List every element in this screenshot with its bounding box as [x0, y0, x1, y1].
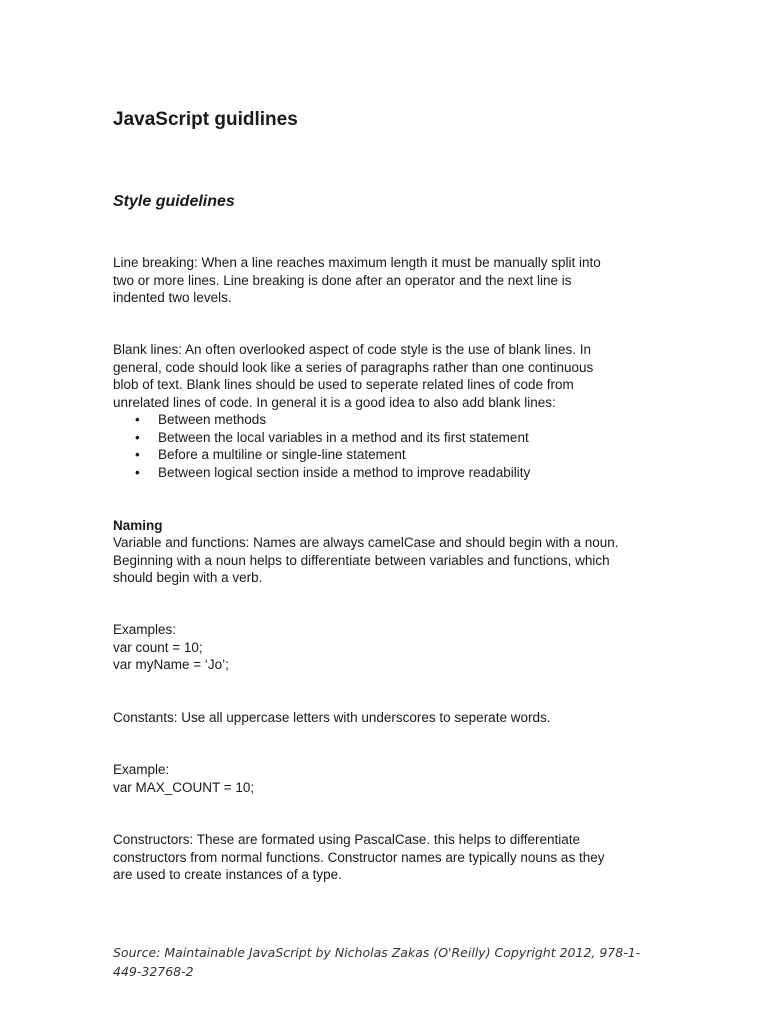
bullet-icon: •	[135, 429, 140, 445]
blank-lines-list	[113, 411, 530, 481]
naming-paragraph	[113, 534, 669, 587]
paragraph-line: Variable and functions: Names are always camelCase and should begin with a noun.	[113, 535, 619, 550]
line-breaking-paragraph	[113, 254, 669, 307]
citation-line: 449-32768-2	[113, 964, 194, 979]
paragraph-line: general, code should look like a series of paragraphs rather than one continuous	[113, 359, 594, 375]
examples-block	[113, 621, 669, 674]
paragraph-line: two or more lines. Line breaking is done after an operator and the next line is	[113, 272, 572, 288]
paragraph-line: Line breaking: When a line reaches maximum length it must be manually split into	[113, 255, 601, 270]
citation-line: Source: Maintainable JavaScript by Nicholas Zakas (O'Reilly) Copyright 2012, 978-1-	[113, 945, 641, 960]
example-block	[113, 761, 669, 796]
paragraph-line: blob of text. Blank lines should be used to seperate related lines of code from	[113, 377, 574, 392]
bullet-icon: •	[135, 464, 140, 480]
paragraph-line: are used to create instances of a type.	[113, 867, 342, 882]
list-item-text: Between the local variables in a method and its first statement	[158, 429, 529, 445]
example-label: Example:	[113, 762, 170, 777]
blank-lines-paragraph	[113, 341, 669, 411]
code-line: var myName = ‘Jo’;	[113, 657, 229, 672]
paragraph-line: Blank lines: An often overlooked aspect of code style is the use of blank lines. In	[113, 342, 592, 357]
list-item-text: Before a multiline or single-line statement	[158, 447, 406, 462]
code-line: var count = 10;	[113, 639, 203, 655]
paragraph-line: constructors from normal functions. Constructor names are typically nouns as they	[113, 849, 605, 865]
list-item	[113, 446, 530, 464]
bullet-icon: •	[135, 447, 140, 462]
paragraph-line: unrelated lines of code. In general it is a good idea to also add blank lines:	[113, 394, 556, 410]
bullet-icon: •	[135, 412, 140, 427]
section-title-style-guidelines: Style guidelines	[113, 193, 235, 210]
code-line: var MAX_COUNT = 10;	[113, 779, 255, 795]
paragraph-line: should begin with a verb.	[113, 570, 263, 585]
constructors-paragraph	[113, 831, 669, 884]
list-item	[113, 429, 530, 447]
naming-heading: Naming	[113, 518, 163, 533]
source-citation	[113, 943, 673, 981]
list-item	[113, 464, 530, 482]
list-item	[113, 411, 530, 429]
constants-paragraph	[113, 709, 669, 727]
examples-label: Examples:	[113, 622, 177, 637]
list-item-text: Between methods	[158, 412, 267, 427]
document-title: JavaScript guidlines	[113, 109, 298, 130]
list-item-text: Between logical section inside a method to improve readability	[158, 464, 531, 480]
paragraph-line: Beginning with a noun helps to differentiate between variables and functions, which	[113, 552, 610, 568]
paragraph-line: Constructors: These are formated using PascalCase. this helps to differentiate	[113, 832, 580, 847]
paragraph-line: indented two levels.	[113, 290, 232, 305]
document-page	[113, 0, 673, 1024]
paragraph-line: Constants: Use all uppercase letters with underscores to seperate words.	[113, 710, 551, 725]
